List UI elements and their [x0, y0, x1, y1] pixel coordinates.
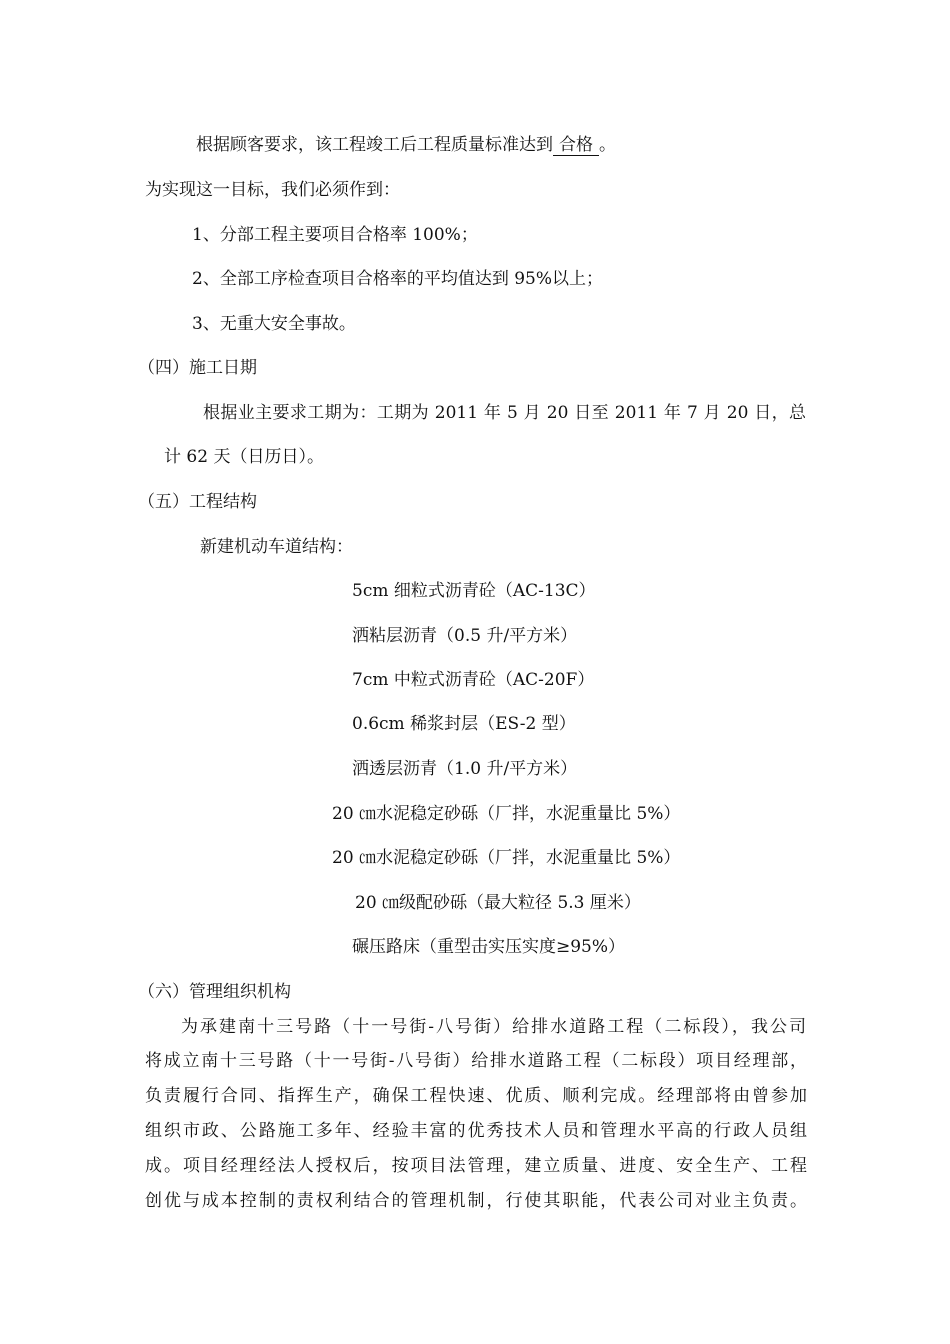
structure-layer-4: 0.6cm 稀浆封层（ES-2 型） [352, 714, 576, 734]
section-heading-structure: （五）工程结构 [138, 492, 257, 512]
goal-intro: 为实现这一目标，我们必须作到： [145, 180, 400, 200]
goal-item-3: 3、无重大安全事故。 [192, 314, 356, 334]
organization-paragraph-line-1: 为承建南十三号路（十一号街-八号街）给排水道路工程（二标段），我公司 [181, 1017, 806, 1037]
quality-text-before: 根据顾客要求，该工程竣工后工程质量标准达到 [196, 135, 553, 155]
structure-layer-9: 碾压路床（重型击实压实度≥95%） [352, 937, 626, 957]
organization-paragraph-line-2: 将成立南十三号路（十一号街-八号街）给排水道路工程（二标段）项目经理部， [145, 1051, 807, 1071]
structure-layer-8: 20 ㎝级配砂砾（最大粒径 5.3 厘米） [355, 893, 641, 913]
structure-layer-6: 20 ㎝水泥稳定砂砾（厂拌，水泥重量比 5%） [332, 804, 681, 824]
quality-standard-line [196, 134, 616, 156]
quality-standard-value: 合格 [553, 135, 599, 156]
structure-layer-3: 7cm 中粒式沥青砼（AC-20F） [352, 670, 595, 690]
structure-layer-7: 20 ㎝水泥稳定砂砾（厂拌，水泥重量比 5%） [332, 848, 681, 868]
structure-layer-5: 洒透层沥青（1.0 升/平方米） [352, 759, 578, 779]
goal-item-1: 1、分部工程主要项目合格率 100%； [192, 225, 478, 245]
organization-paragraph-line-5: 成。项目经理经法人授权后，按项目法管理，建立质量、进度、安全生产、工程 [145, 1156, 807, 1176]
organization-paragraph-line-4: 组织市政、公路施工多年、经验丰富的优秀技术人员和管理水平高的行政人员组 [145, 1121, 807, 1141]
organization-paragraph-line-6: 创优与成本控制的责权利结合的管理机制，行使其职能，代表公司对业主负责。 [145, 1191, 807, 1211]
quality-text-after: 。 [599, 135, 616, 155]
goal-item-2: 2、全部工序检查项目合格率的平均值达到 95%以上； [192, 269, 604, 289]
structure-layer-1: 5cm 细粒式沥青砼（AC-13C） [352, 581, 596, 601]
section-heading-schedule: （四）施工日期 [138, 358, 257, 378]
schedule-text-line-1: 根据业主要求工期为：工期为 2011 年 5 月 20 日至 2011 年 7 月 20 日，总 [203, 403, 806, 423]
structure-intro: 新建机动车道结构： [200, 537, 353, 557]
organization-paragraph-line-3: 负责履行合同、指挥生产，确保工程快速、优质、顺利完成。经理部将由曾参加 [145, 1086, 807, 1106]
structure-layer-2: 洒粘层沥青（0.5 升/平方米） [352, 626, 578, 646]
schedule-text-line-2: 计 62 天（日历日）。 [164, 447, 324, 467]
section-heading-organization: （六）管理组织机构 [138, 982, 291, 1002]
